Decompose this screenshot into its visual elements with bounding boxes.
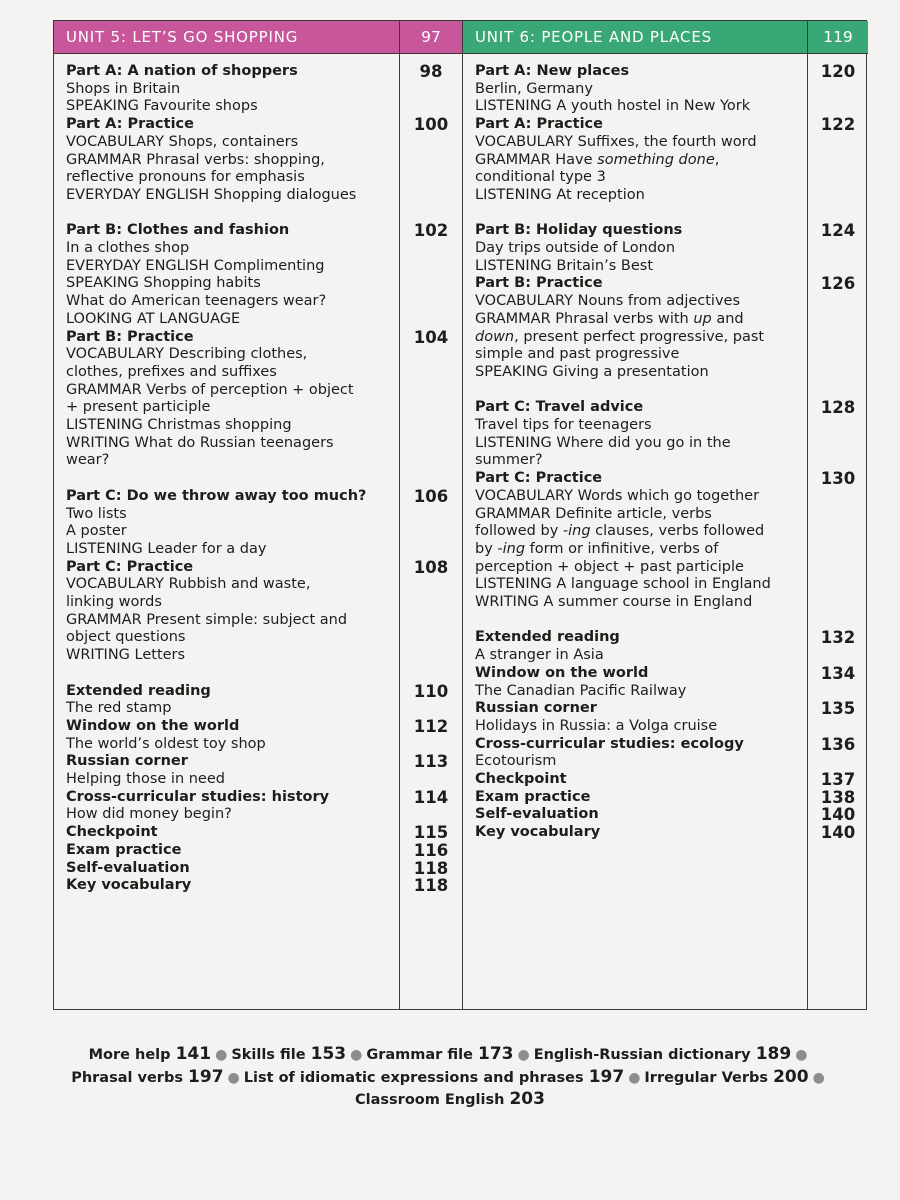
- page-number: 140: [820, 823, 856, 843]
- page-number: 113: [413, 752, 449, 772]
- spacer: [400, 629, 462, 647]
- spacer: [808, 187, 868, 205]
- spacer: [475, 382, 807, 400]
- spacer: [66, 665, 399, 683]
- page-number: 108: [413, 557, 449, 577]
- page-number: 130: [820, 469, 856, 489]
- content-line: [475, 311, 807, 329]
- content-line: The world’s oldest toy shop: [66, 735, 266, 752]
- unit6-title: UNIT 6: PEOPLE AND PLACES: [463, 21, 808, 54]
- page-number: 115: [413, 823, 449, 843]
- section-heading: Part B: Clothes and fashion: [66, 222, 290, 239]
- content-line: reflective pronouns for emphasis: [66, 169, 305, 186]
- content-line: SPEAKING Giving a presentation: [475, 363, 709, 380]
- content-line: [475, 329, 807, 347]
- page-number: 140: [820, 805, 856, 825]
- section-heading: Part A: A nation of shoppers: [66, 63, 298, 79]
- spacer: [66, 205, 399, 223]
- footer-page: 197: [588, 1066, 625, 1087]
- section-heading: Part B: Holiday questions: [475, 222, 683, 239]
- content-line: LISTENING Where did you go in the: [475, 434, 731, 451]
- content-line: What do American teenagers wear?: [66, 293, 327, 310]
- page-number: 118: [413, 858, 449, 878]
- page-number: 100: [413, 115, 449, 135]
- spacer: [808, 541, 868, 559]
- content-line: VOCABULARY Nouns from adjectives: [475, 293, 741, 310]
- section-heading: Part C: Practice: [66, 558, 194, 575]
- spacer: [400, 470, 462, 488]
- content-line: LISTENING A youth hostel in New York: [475, 98, 751, 115]
- section-heading: Part B: Practice: [66, 328, 194, 345]
- content-line: GRAMMAR Verbs of perception + object: [66, 381, 354, 398]
- content-line: VOCABULARY Describing clothes,: [66, 346, 308, 363]
- footer-page: 153: [310, 1044, 347, 1064]
- line-text: clauses, verbs followed: [590, 523, 765, 540]
- page-number: 104: [413, 327, 449, 347]
- line-text: by: [475, 540, 498, 557]
- bullet-icon: ●: [215, 1047, 228, 1063]
- content-line: EVERYDAY ENGLISH Shopping dialogues: [66, 186, 357, 203]
- section-heading: Cross-curricular studies: ecology: [475, 735, 744, 752]
- content-line: Helping those in need: [66, 771, 225, 788]
- section-heading: Part C: Practice: [475, 470, 603, 487]
- content-line: The Canadian Pacific Railway: [475, 682, 687, 699]
- page-number: 134: [820, 663, 856, 683]
- content-line: The red stamp: [66, 700, 172, 717]
- footer-label: Irregular Verbs: [644, 1069, 769, 1086]
- spacer: [400, 98, 462, 116]
- page-number: 137: [820, 770, 856, 790]
- spacer: [400, 647, 462, 665]
- section-heading: Part A: Practice: [66, 116, 194, 133]
- spacer: [400, 435, 462, 453]
- spacer: [808, 753, 868, 771]
- page-number: 116: [413, 840, 449, 860]
- content-line: perception + object + past participle: [475, 558, 744, 575]
- content-line: wear?: [66, 452, 110, 469]
- footer-page: 200: [773, 1066, 809, 1087]
- spacer: [808, 452, 868, 470]
- spacer: [400, 81, 462, 99]
- section-heading: Self-evaluation: [475, 806, 599, 823]
- content-line: Two lists: [66, 505, 127, 522]
- content-line: conditional type 3: [475, 169, 606, 186]
- section-heading: Checkpoint: [475, 771, 567, 788]
- content-line: A poster: [66, 523, 127, 540]
- content-line: Travel tips for teenagers: [475, 417, 652, 434]
- spacer: [808, 612, 868, 630]
- spacer: [475, 612, 807, 630]
- content-line: A stranger in Asia: [475, 647, 604, 664]
- spacer: [808, 152, 868, 170]
- spacer: [400, 576, 462, 594]
- section-heading: Russian corner: [475, 700, 597, 717]
- content-line: Holidays in Russia: a Volga cruise: [475, 717, 718, 734]
- spacer: [808, 647, 868, 665]
- content-line: How did money begin?: [66, 806, 232, 823]
- section-heading: Part C: Travel advice: [475, 399, 644, 416]
- footer-page: 189: [755, 1044, 792, 1064]
- content-line: VOCABULARY Shops, containers: [66, 133, 299, 150]
- spacer: [808, 134, 868, 152]
- line-text: GRAMMAR Have: [475, 151, 598, 168]
- content-line: simple and past progressive: [475, 346, 680, 363]
- bullet-icon: ●: [812, 1069, 825, 1086]
- spacer: [808, 293, 868, 311]
- page-number: 124: [820, 221, 856, 241]
- section-heading: Cross-curricular studies: history: [66, 788, 330, 805]
- content-line: VOCABULARY Words which go together: [475, 487, 760, 504]
- content-line: GRAMMAR Definite article, verbs: [475, 505, 712, 522]
- content-line: [475, 541, 807, 559]
- page-number: 138: [820, 787, 856, 807]
- content-line: [475, 523, 807, 541]
- content-line: Ecotourism: [475, 753, 557, 770]
- unit6-contents: [463, 54, 808, 1009]
- content-line: WRITING Letters: [66, 647, 186, 664]
- page-number: 120: [820, 62, 856, 81]
- bullet-icon: ●: [227, 1069, 240, 1086]
- section-heading: Part C: Do we throw away too much?: [66, 487, 367, 504]
- spacer: [808, 435, 868, 453]
- spacer: [808, 488, 868, 506]
- page-number: 132: [820, 628, 856, 648]
- spacer: [400, 452, 462, 470]
- line-text: and: [711, 310, 744, 327]
- content-line: clothes, prefixes and suffixes: [66, 363, 277, 380]
- content-line: In a clothes shop: [66, 240, 190, 257]
- spacer: [400, 771, 462, 789]
- spacer: [808, 205, 868, 223]
- page-number: 106: [413, 486, 449, 506]
- spacer: [808, 576, 868, 594]
- section-heading: Part B: Practice: [475, 275, 603, 292]
- section-heading: Exam practice: [66, 841, 182, 858]
- spacer: [808, 311, 868, 329]
- content-line: LISTENING Britain’s Best: [475, 257, 654, 274]
- spacer: [808, 382, 868, 400]
- spacer: [808, 346, 868, 364]
- section-heading: Extended reading: [66, 682, 211, 699]
- page-number: 136: [820, 734, 856, 754]
- content-line: LISTENING Leader for a day: [66, 540, 267, 557]
- page-number: 114: [413, 787, 449, 807]
- unit5-page: 97: [400, 21, 463, 54]
- content-line: linking words: [66, 594, 162, 611]
- spacer: [400, 152, 462, 170]
- line-text: followed by: [475, 523, 563, 540]
- content-line: VOCABULARY Suffixes, the fourth word: [475, 133, 757, 150]
- content-line: WRITING What do Russian teenagers: [66, 434, 334, 451]
- spacer: [400, 541, 462, 559]
- footer-page: 203: [509, 1089, 545, 1109]
- spacer: [475, 205, 807, 223]
- spacer: [808, 506, 868, 524]
- footer-page: 141: [175, 1044, 212, 1064]
- content-line: SPEAKING Shopping habits: [66, 275, 261, 292]
- line-text: , present perfect progressive, past: [514, 328, 765, 345]
- line-text: form or infinitive, verbs of: [525, 540, 719, 557]
- content-line: object questions: [66, 629, 186, 646]
- footer-label: Grammar file: [366, 1047, 473, 1063]
- spacer: [400, 346, 462, 364]
- spacer: [400, 134, 462, 152]
- page-number: 126: [820, 274, 856, 294]
- unit5-title: UNIT 5: LET’S GO SHOPPING: [54, 21, 400, 54]
- bullet-icon: ●: [795, 1047, 808, 1063]
- section-heading: Window on the world: [475, 664, 649, 681]
- spacer: [808, 683, 868, 701]
- section-heading: Window on the world: [66, 717, 240, 734]
- line-italic-text: up: [693, 310, 712, 327]
- content-line: SPEAKING Favourite shops: [66, 98, 258, 115]
- section-heading: Key vocabulary: [66, 877, 192, 894]
- section-heading: Checkpoint: [66, 824, 158, 841]
- spacer: [400, 240, 462, 258]
- page-number: 128: [820, 398, 856, 418]
- spacer: [400, 665, 462, 683]
- spacer: [808, 594, 868, 612]
- section-heading: Russian corner: [66, 753, 188, 770]
- page-number: 135: [820, 699, 856, 719]
- unit6-page-numbers: [808, 54, 868, 1009]
- content-line: EVERYDAY ENGLISH Complimenting: [66, 257, 325, 274]
- content-line: Berlin, Germany: [475, 80, 593, 97]
- footer-label: Phrasal verbs: [71, 1069, 183, 1086]
- content-line: Shops in Britain: [66, 80, 181, 97]
- spacer: [400, 364, 462, 382]
- spacer: [400, 736, 462, 754]
- spacer: [400, 399, 462, 417]
- spacer: [400, 612, 462, 630]
- page-number: 98: [419, 62, 443, 81]
- section-heading: Key vocabulary: [475, 824, 601, 841]
- content-line: Day trips outside of London: [475, 240, 676, 257]
- spacer: [400, 417, 462, 435]
- line-text: ,: [714, 151, 720, 168]
- section-heading: Part A: New places: [475, 63, 630, 79]
- content-line: LISTENING Christmas shopping: [66, 417, 292, 434]
- bullet-icon: ●: [628, 1069, 641, 1086]
- unit5-page-numbers: [400, 54, 463, 1009]
- content-line: + present participle: [66, 399, 211, 416]
- footer-label: Classroom English: [355, 1092, 505, 1108]
- unit5-contents: [54, 54, 400, 1009]
- line-italic-text: -ing: [497, 540, 526, 557]
- bullet-icon: ●: [350, 1047, 363, 1063]
- footer-page: 173: [477, 1044, 514, 1064]
- spacer: [400, 187, 462, 205]
- content-line: summer?: [475, 452, 543, 469]
- content-line: GRAMMAR Present simple: subject and: [66, 611, 348, 628]
- spacer: [808, 240, 868, 258]
- spacer: [808, 329, 868, 347]
- line-italic-text: something done: [597, 151, 715, 168]
- page-number: 110: [413, 681, 449, 701]
- spacer: [808, 258, 868, 276]
- line-text: GRAMMAR Phrasal verbs with: [475, 310, 694, 327]
- page-number: 118: [413, 876, 449, 896]
- content-line: LISTENING At reception: [475, 186, 645, 203]
- spacer: [400, 806, 462, 824]
- line-italic-text: down: [475, 328, 515, 345]
- spacer: [400, 523, 462, 541]
- content-line: [475, 152, 807, 170]
- spacer: [808, 81, 868, 99]
- bullet-icon: ●: [517, 1047, 530, 1063]
- section-heading: Extended reading: [475, 629, 620, 646]
- section-heading: Self-evaluation: [66, 859, 190, 876]
- spacer: [400, 506, 462, 524]
- spacer: [400, 205, 462, 223]
- spacer: [400, 594, 462, 612]
- content-line: LISTENING A language school in England: [475, 576, 771, 593]
- spacer: [808, 523, 868, 541]
- content-line: WRITING A summer course in England: [475, 594, 753, 611]
- spacer: [400, 700, 462, 718]
- spacer: [400, 311, 462, 329]
- contents-table: [53, 20, 867, 1010]
- spacer: [808, 559, 868, 577]
- spacer: [66, 470, 399, 488]
- spacer: [808, 98, 868, 116]
- section-heading: Exam practice: [475, 788, 591, 805]
- content-line: LOOKING AT LANGUAGE: [66, 310, 241, 327]
- section-heading: Part A: Practice: [475, 116, 603, 133]
- spacer: [808, 718, 868, 736]
- spacer: [400, 275, 462, 293]
- spacer: [400, 258, 462, 276]
- content-line: GRAMMAR Phrasal verbs: shopping,: [66, 151, 325, 168]
- unit6-page: 119: [808, 21, 868, 54]
- footer-label: More help: [88, 1047, 171, 1063]
- spacer: [808, 169, 868, 187]
- spacer: [808, 364, 868, 382]
- footer-label: Skills file: [231, 1047, 306, 1063]
- line-italic-text: -ing: [562, 523, 591, 540]
- page-number: 122: [820, 115, 856, 135]
- footer-label: List of idiomatic expressions and phrases: [243, 1069, 584, 1086]
- content-line: VOCABULARY Rubbish and waste,: [66, 576, 311, 593]
- footer-page: 197: [188, 1066, 224, 1087]
- page-number: 102: [413, 221, 449, 241]
- footer-references: [0, 1044, 900, 1112]
- footer-label: English-Russian dictionary: [533, 1047, 751, 1063]
- page-number: 112: [413, 716, 449, 736]
- spacer: [808, 417, 868, 435]
- spacer: [400, 169, 462, 187]
- spacer: [400, 382, 462, 400]
- spacer: [400, 293, 462, 311]
